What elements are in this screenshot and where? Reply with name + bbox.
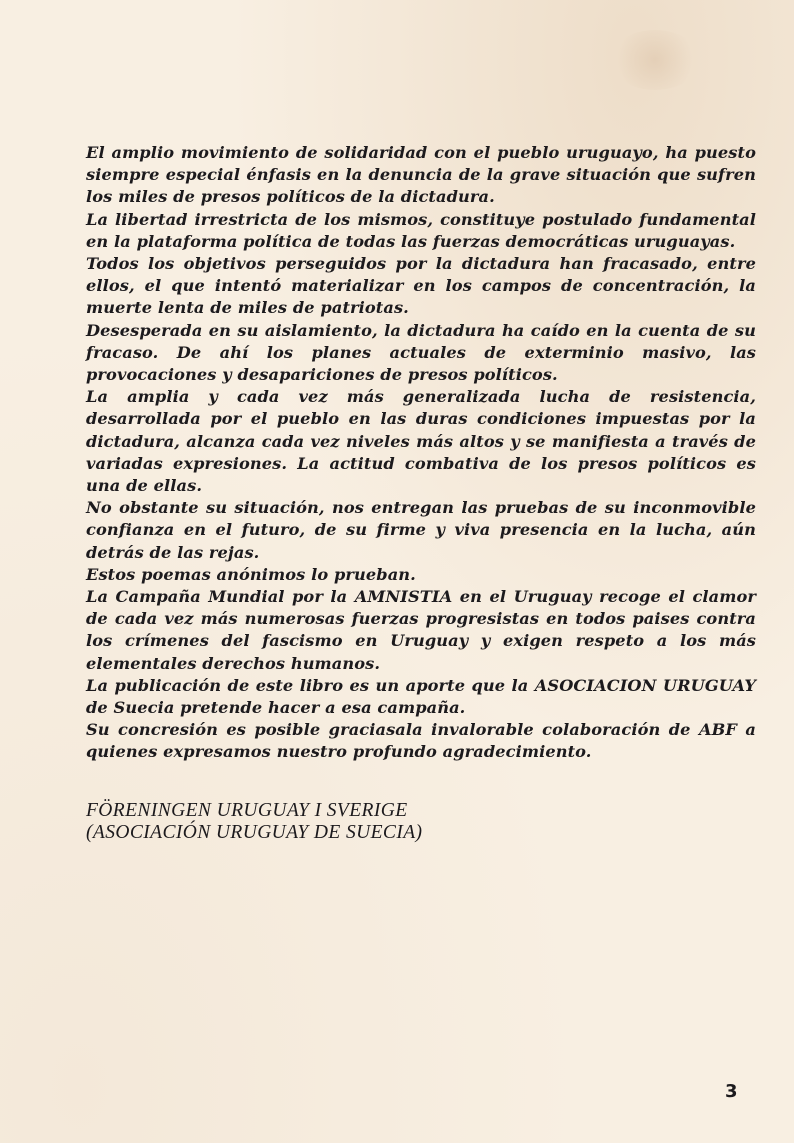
- paragraph-publicacion: La publicación de este libro es un aporte que la ASOCIACION URUGUAY de Suecia pretende hacer a esa campaña.: [86, 675, 756, 718]
- paragraph-resistencia: La amplia y cada vez más generalizada lucha de resistencia, desarrollada por el pueblo en las duras condiciones impuestas por la dictadura, alcanza cada vez niveles más altos y se manifiesta a través de variadas expresiones. La actitud combativa de los presos políticos es una de ellas.: [86, 387, 756, 496]
- paragraph-desesperada: Desesperada en su aislamiento, la dictadura ha caído en la cuenta de su fracaso. De ahí los planes actuales de exterminio masivo, las provocaciones y desapariciones de presos políticos.: [86, 320, 756, 385]
- signature-swedish-name: FÖRENINGEN URUGUAY I SVERIGE: [86, 800, 408, 821]
- body-text: [86, 142, 756, 764]
- paragraph-objetivos: Todos los objetivos perseguidos por la dictadura han fracasado, entre ellos, el que intentó materializar en los campos de concentración, la muerte lenta de miles de patriotas.: [86, 254, 756, 318]
- paragraph-libertad: La libertad irrestricta de los mismos, constituye postulado fundamental en la plataforma política de todas las fuerzas democráticas uruguayas.: [86, 209, 756, 251]
- paragraph-poemas: Estos poemas anónimos lo prueban.: [86, 564, 416, 584]
- paper-stain: [610, 30, 700, 90]
- signature-spanish-name: (ASOCIACIÓN URUGUAY DE SUECIA): [86, 822, 423, 843]
- signature-block: [86, 800, 726, 844]
- paragraph-solidaridad: El amplio movimiento de solidaridad con el pueblo uruguayo, ha puesto siempre especial énfasis en la denuncia de la grave situación que sufren los miles de presos políticos de la dictadura.: [86, 143, 756, 207]
- paragraph-campana: La Campaña Mundial por la AMNISTIA en el Uruguay recoge el clamor de cada vez más numerosas fuerzas progresistas en todos paises contra los crímenes del fascismo en Uruguay y exigen respeto a los más elementales derechos humanos.: [86, 587, 756, 673]
- paragraph-confianza: No obstante su situación, nos entregan las pruebas de su inconmovible confianza en el futuro, de su firme y viva presencia en la lucha, aún detrás de las rejas.: [86, 498, 756, 562]
- paragraph-agradecimiento: Su concresión es posible graciasala invalorable colaboración de ABF a quienes expresamos nuestro profundo agradecimiento.: [86, 720, 756, 762]
- page-number: 3: [725, 1081, 738, 1102]
